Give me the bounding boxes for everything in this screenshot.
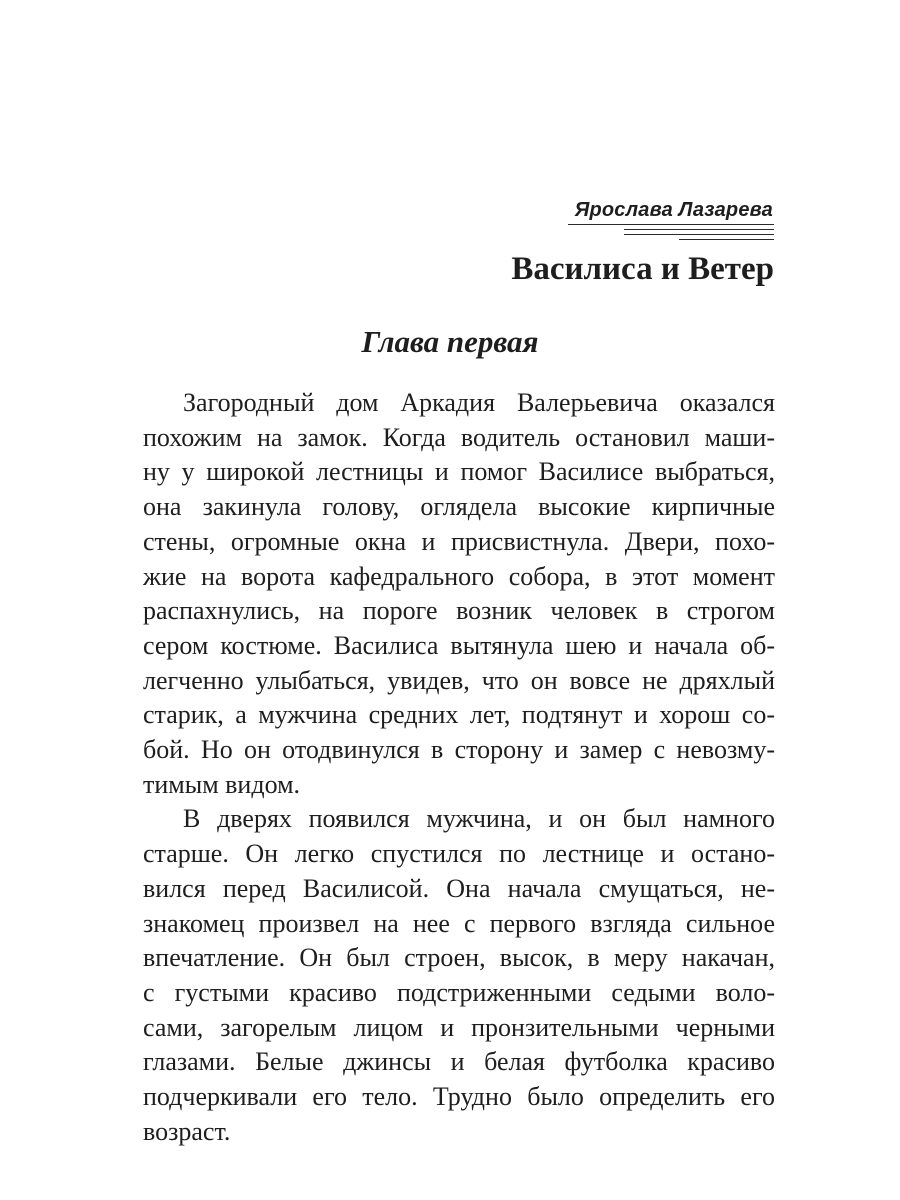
text-line: старик, а мужчина средних лет, подтянут и хорош со- [143,700,775,730]
text-line: знакомец произвел на нее с первого взгляда сильное [143,908,775,938]
text-line: жие на ворота кафедрального собора, в этот момент [143,561,775,591]
text-line: возраст. [143,1116,231,1146]
author-name: Ярослава Лазарева [574,199,773,221]
text-line: глазами. Белые джинсы и белая футболка красиво [143,1047,775,1077]
text-line: сером костюме. Василиса вытянула шею и начала об- [143,630,775,660]
ornament-line-2 [624,229,774,230]
text-line: стены, огромные окна и присвистнула. Двери, похо- [143,526,775,556]
chapter-text [143,386,775,1149]
text-line: вился перед Василисой. Она начала смущаться, не- [143,873,775,903]
text-line: старше. Он легко спустился по лестнице и остано- [143,839,775,869]
paragraph [143,802,775,1149]
text-line: подчеркивали его тело. Трудно было определить его [143,1082,775,1112]
text-line: с густыми красиво подстриженными седыми воло- [143,977,775,1007]
text-line: похожим на замок. Когда водитель остановил маши- [143,422,775,452]
text-line: бой. Но он отодвинулся в сторону и замер с невозму- [143,735,775,765]
text-line: распахнулись, на пороге возник человек в строгом [143,596,775,626]
text-line: сами, загорелым лицом и пронзительными черными [143,1012,775,1042]
ornament-line-1 [568,224,774,225]
text-line: легченно улыбаться, увидев, что он вовсе не дряхлый [143,665,775,695]
header-ornament [568,224,774,244]
ornament-line-3 [624,234,774,235]
ornament-line-4 [679,239,774,240]
text-line: впечатление. Он был строен, высок, в меру накачан, [143,943,775,973]
text-line: она закинула голову, оглядела высокие кирпичные [143,492,775,522]
text-line: тимым видом. [143,769,301,799]
text-line: Загородный дом Аркадия Валерьевича оказался [183,388,775,417]
text-line: В дверях появился мужчина, и он был намного [183,804,775,834]
text-line: ну у широкой лестницы и помог Василисе выбраться, [143,457,775,487]
book-title: Василиса и Ветер [511,251,774,287]
paragraph [143,386,775,802]
chapter-title: Глава первая [361,324,539,359]
